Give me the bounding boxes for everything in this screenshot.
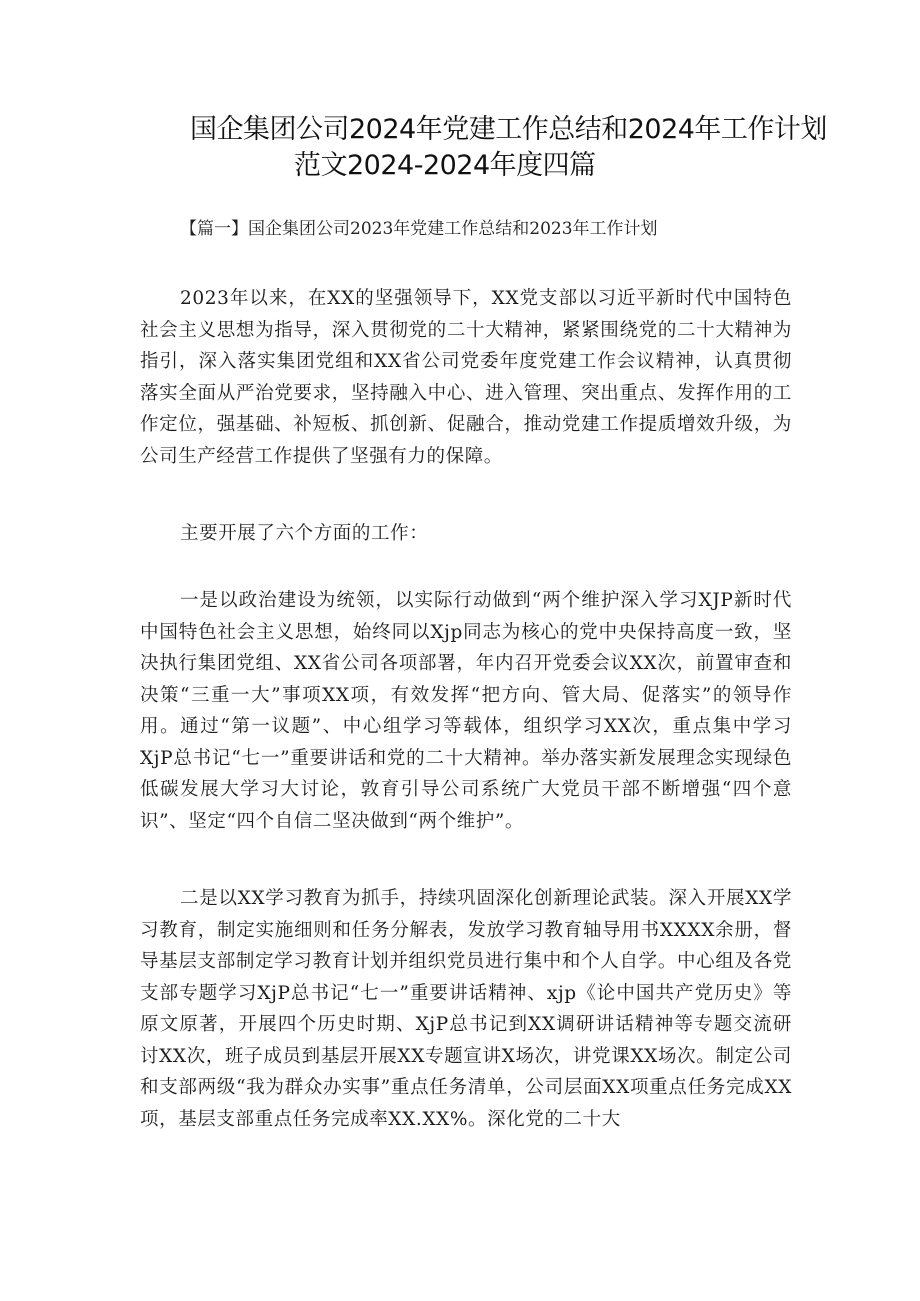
body-paragraph: 二是以XX学习教育为抓手，持续巩固深化创新理论武装。深入开展XX学习教育，制定实施细则和任务分解表，发放学习教育轴导用书XXXX余册，督导基层支部制定学习教育计划并组织党员进行集中和个人自学。中心组及各党支部专题学习XjP总书记“七一”重要讲话精神、xjp《论中国共产党历史》等原文原著，开展四个历史时期、XjP总书记到XX调研讲话精神等专题交流研讨XX次，班子成员到基层开展XX专题宣讲X场次，讲党课XX场次。制定公司和支部两级“我为群众办实事”重点任务清单，公司层面XX项重点任务完成XX项，基层支部重点任务完成率XX.XX%。深化党的二十大: [140, 888, 792, 1130]
title-line-2: 范文2024-2024年度四篇: [294, 150, 596, 181]
body-paragraph: 主要开展了六个方面的工作：: [180, 523, 429, 544]
document-title: [140, 112, 870, 184]
title-line-1: 国企集团公司2024年党建工作总结和2024年工作计划: [190, 114, 827, 145]
body-paragraph: 一是以政治建设为统领，以实际行动做到“两个维护深入学习XJP新时代中国特色社会主义思想，始终同以Xjp同志为核心的党中央保持高度一致，坚决执行集团党组、XX省公司各项部署，年内召开党委会议XX次，前置审查和决策“三重一大”事项XX项，有效发挥“把方向、管大局、促落实”的领导作用。通过“第一议题”、中心组学习等载体，组织学习XX次，重点集中学习XjP总书记“七一”重要讲话和党的二十大精神。举办落实新发展理念实现绿色低碳发展大学习大讨论，敦育引导公司系统广大党员干部不断增强“四个意识”、坚定“四个自信二坚决做到“两个维护”。: [140, 590, 792, 832]
section-heading: 【篇一】国企集团公司2023年党建工作总结和2023年工作计划: [180, 219, 658, 239]
body-paragraph: 2023年以来，在XX的坚强领导下，XX党支部以习近平新时代中国特色社会主义思想为指导，深入贯彻党的二十大精神，紧紧围绕党的二十大精神为指引，深入落实集团党组和XX省公司党委年度党建工作会议精神，认真贯彻落实全面从严治党要求，坚持融入中心、进入管理、突出重点、发挥作用的工作定位，强基础、补短板、抓创新、促融合，推动党建工作提质增效升级，为公司生产经营工作提供了坚强有力的保障。: [140, 288, 792, 467]
